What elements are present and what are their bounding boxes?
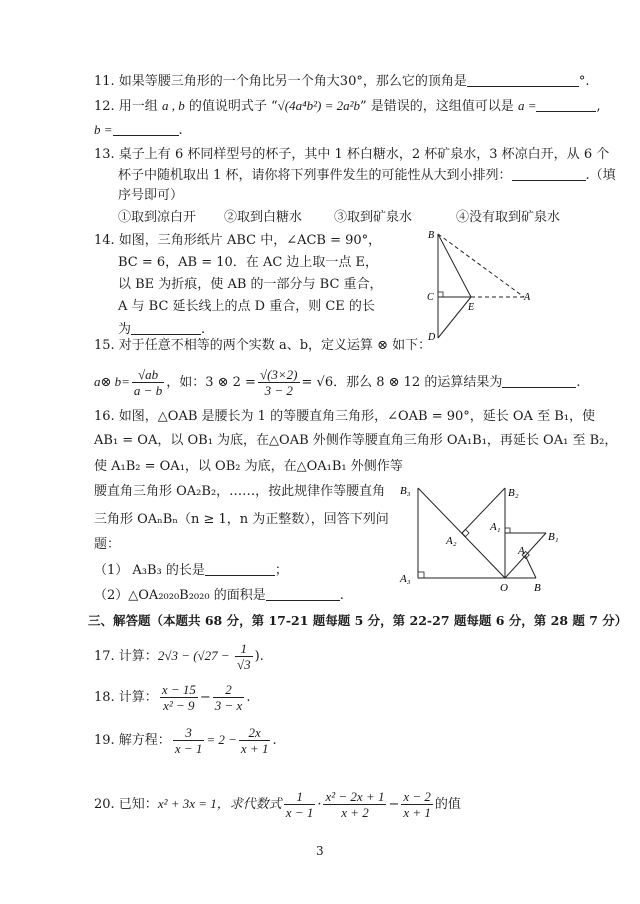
question-12-line1 [94,97,601,116]
q16-line3: 使 A₁B₂ = OA₁，以 OB₂ 为底，在△OA₁B₁ 外侧作等 [94,459,403,474]
q16-label-b: B [534,582,541,594]
q13-line3: 序号即可） [118,188,184,203]
q17-expr: 2√3 − (√27 − [157,648,233,663]
q16-sub2-blank[interactable] [266,586,340,601]
q16-sub1-text: （1） A₃B₃ 的长是 [94,563,205,578]
q14-line5-text: 为 [118,322,132,337]
q15-example-fraction [258,367,300,398]
q16-label-a1: A₁ [490,521,501,533]
q20-f1-num: 1 [284,789,316,805]
q15-answer-blank[interactable] [502,373,576,388]
q16-label-o: O [500,582,508,594]
q16-label-a: A [518,545,525,557]
q14-tail: . [201,322,206,337]
q18-fraction-1 [160,682,198,713]
q14-line1: 14. 如图，三角形纸片 ABC 中，∠ACB = 90°， [94,233,382,248]
q12-text-c: ” 是错误的，这组值可以是 [360,99,514,114]
q17-label: 17. 计算： [94,649,158,664]
q16-line5: 三角形 OAₙBₙ（n ≥ 1，n 为正整数），回答下列问 [94,512,389,527]
q12-b-label: b = [94,122,113,137]
q19-label: 19. 解方程： [94,733,171,748]
q16-sub1-blank[interactable] [205,561,275,576]
q15-line2 [94,364,580,401]
q14-label-e: E [468,302,475,313]
q18-f2-num: 2 [213,682,245,698]
q14-right-angle-mark [438,292,443,297]
q18-f1-num: x − 15 [161,682,196,697]
q16-sub2-text: （2）△OA₂₀₂₀B₂₀₂₀ 的面积是 [94,588,266,603]
q16-right-angle-a2 [462,529,469,536]
q19-fraction-1 [173,725,205,756]
q16-label-b2: B₂ [508,487,519,499]
q12-formula: √(4a⁴b²) = 2a²b [277,98,361,113]
q13-option-1: ①取到凉白开 [118,210,197,225]
q20-label: 20. 已知： [94,797,158,812]
q18-f2-den: 3 − x [214,698,243,713]
q16-label-b1: B₁ [548,531,559,543]
q19-mid: = 2 − [206,732,237,747]
q15-def-fraction [132,367,164,398]
q16-line6: 题： [94,537,121,552]
q14-label-a: A [524,292,531,303]
q13-option-4: ④没有取到矿泉水 [456,210,561,225]
q14-line3: 以 BE 为折痕，使 AB 的一部分与 BC 重合， [118,277,383,292]
q13-line1: 13. 桌子上有 6 杯同样型号的杯子，其中 1 杯白糖水，2 杯矿泉水，3 杯凉白开，从 6 个 [94,147,610,162]
q20-f3-num: x − 2 [403,789,431,804]
q14-figure [424,226,534,344]
q19-f2-num: 2x [239,725,271,741]
q12-a-label: a = [517,98,537,113]
q15-def-lhs: a⊗ b= [94,374,130,389]
q18-tail: . [246,690,251,705]
q11-answer-blank[interactable] [467,72,579,87]
q14-line4: A 与 BC 延长线上的点 D 重合，则 CE 的长 [118,299,375,314]
q13-answer-blank[interactable] [512,166,586,181]
q16-sub1 [94,561,288,580]
q20-f1-den: x − 1 [285,805,314,820]
q13-line2 [118,166,616,185]
question-11 [94,72,590,91]
q16-line1: 16. 如图，△OAB 是腰长为 1 的等腰直角三角形，∠OAB = 90°，延长 OA 至 B₁，使 [94,409,595,424]
q14-line2: BC = 6，AB = 10．在 AC 边上取一点 E， [118,255,379,270]
q16-line-ab [525,555,536,578]
q16-line2: AB₁ = OA，以 OB₁ 为底，在△OAB 外侧作等腰直角三角形 OA₁B₁，再延长 OA₁ 至 B₂， [94,433,618,448]
q12-text-a: 12. 用一组 [94,99,158,114]
q12-text-b: 的值说明式子 “ [184,99,278,114]
q16-label-a2: A₂ [446,535,457,547]
q20-fraction-3 [401,789,433,820]
question-20 [94,786,461,823]
q12-tail: . [178,123,183,138]
q20-fraction-2 [323,789,386,820]
q16-sub1-tail: ； [274,563,288,578]
q13-line2-text: 杯子中随机取出 1 杯，请你将下列事件发生的可能性从大到小排列： [118,168,512,183]
q12-b-blank[interactable] [113,121,179,136]
q20-dot: · [317,797,322,812]
q19-f1-num: 3 [173,725,205,741]
q18-minus: − [199,690,211,705]
q14-line-be [438,234,471,297]
q14-line-ed [438,297,471,338]
section-3-heading: 三、解答题（本题共 68 分，第 17-21 题每题 5 分，第 22-27 题每题 6 分，第 28 题 7 分） [88,613,628,628]
question-18 [94,680,250,716]
q12-a-blank[interactable] [536,97,596,112]
q15-line1: 15. 对于任意不相等的两个实数 a、b，定义运算 ⊗ 如下： [94,338,432,353]
q20-given: x² + 3x = 1，求代数式 [157,796,282,811]
q16-sub2 [94,586,344,605]
q13-option-3: ③取到矿泉水 [334,210,413,225]
q18-f1-den: x² − 9 [163,698,195,713]
q20-fraction-1 [284,789,316,820]
q11-text: 11. 如果等腰三角形的一个角比另一个角大30°，那么它的顶角是 [94,74,467,89]
q11-tail: °. [578,74,590,89]
q15-ex-num: √(3×2) [259,367,298,382]
q20-minus: − [388,797,400,812]
q12-comma: , [596,99,601,114]
q16-label-a3: A₃ [400,573,411,585]
q20-f2-den: x + 2 [341,805,369,820]
q15-def-den: a − b [133,383,163,398]
q20-f2-num: x² − 2x + 1 [325,789,385,804]
q15-ex-den: 3 − 2 [264,383,293,398]
q14-line-ba-dashed [438,234,524,297]
q14-answer-blank[interactable] [131,320,201,335]
q15-def-num: √ab [132,367,164,383]
q16-figure [396,478,566,598]
q18-fraction-2 [213,682,245,713]
q19-fraction-2 [239,725,271,756]
q16-label-b3: B₃ [400,485,411,497]
q16-line4: 腰直角三角形 OA₂B₂，……，按此规律作等腰直角 [94,484,386,499]
q13-option-2: ②取到白糖水 [224,210,303,225]
q17-fraction [235,641,253,672]
q17-tail: ). [254,649,264,664]
q16-right-angle-a1 [505,528,510,533]
q12-vars: a , b [161,98,185,113]
question-17 [94,638,264,675]
q14-label-c: C [427,292,434,303]
q13-line2-tail: .（填 [585,168,616,183]
q17-frac-num: 1 [235,641,253,657]
q15-ex-result: = √6．那么 8 ⊗ 12 的运算结果为 [301,375,503,390]
q19-tail: . [272,733,277,748]
q19-f2-den: x + 1 [240,741,269,756]
page-number: 3 [316,844,324,858]
q20-f3-den: x + 1 [403,805,431,820]
q14-label-b: B [428,230,435,241]
q16-sub2-tail: . [339,588,344,603]
q15-example-pre: ，如：3 ⊗ 2 = [166,375,256,390]
q18-label: 18. 计算： [94,690,158,705]
q14-label-d: D [428,332,436,343]
q20-tail: 的值 [434,797,461,812]
question-19 [94,722,277,759]
q15-tail: . [576,375,581,390]
question-12-line2 [94,121,183,140]
q19-f1-den: x − 1 [174,741,203,756]
q16-right-angle-a3 [418,572,424,578]
q17-frac-den: √3 [236,657,251,672]
